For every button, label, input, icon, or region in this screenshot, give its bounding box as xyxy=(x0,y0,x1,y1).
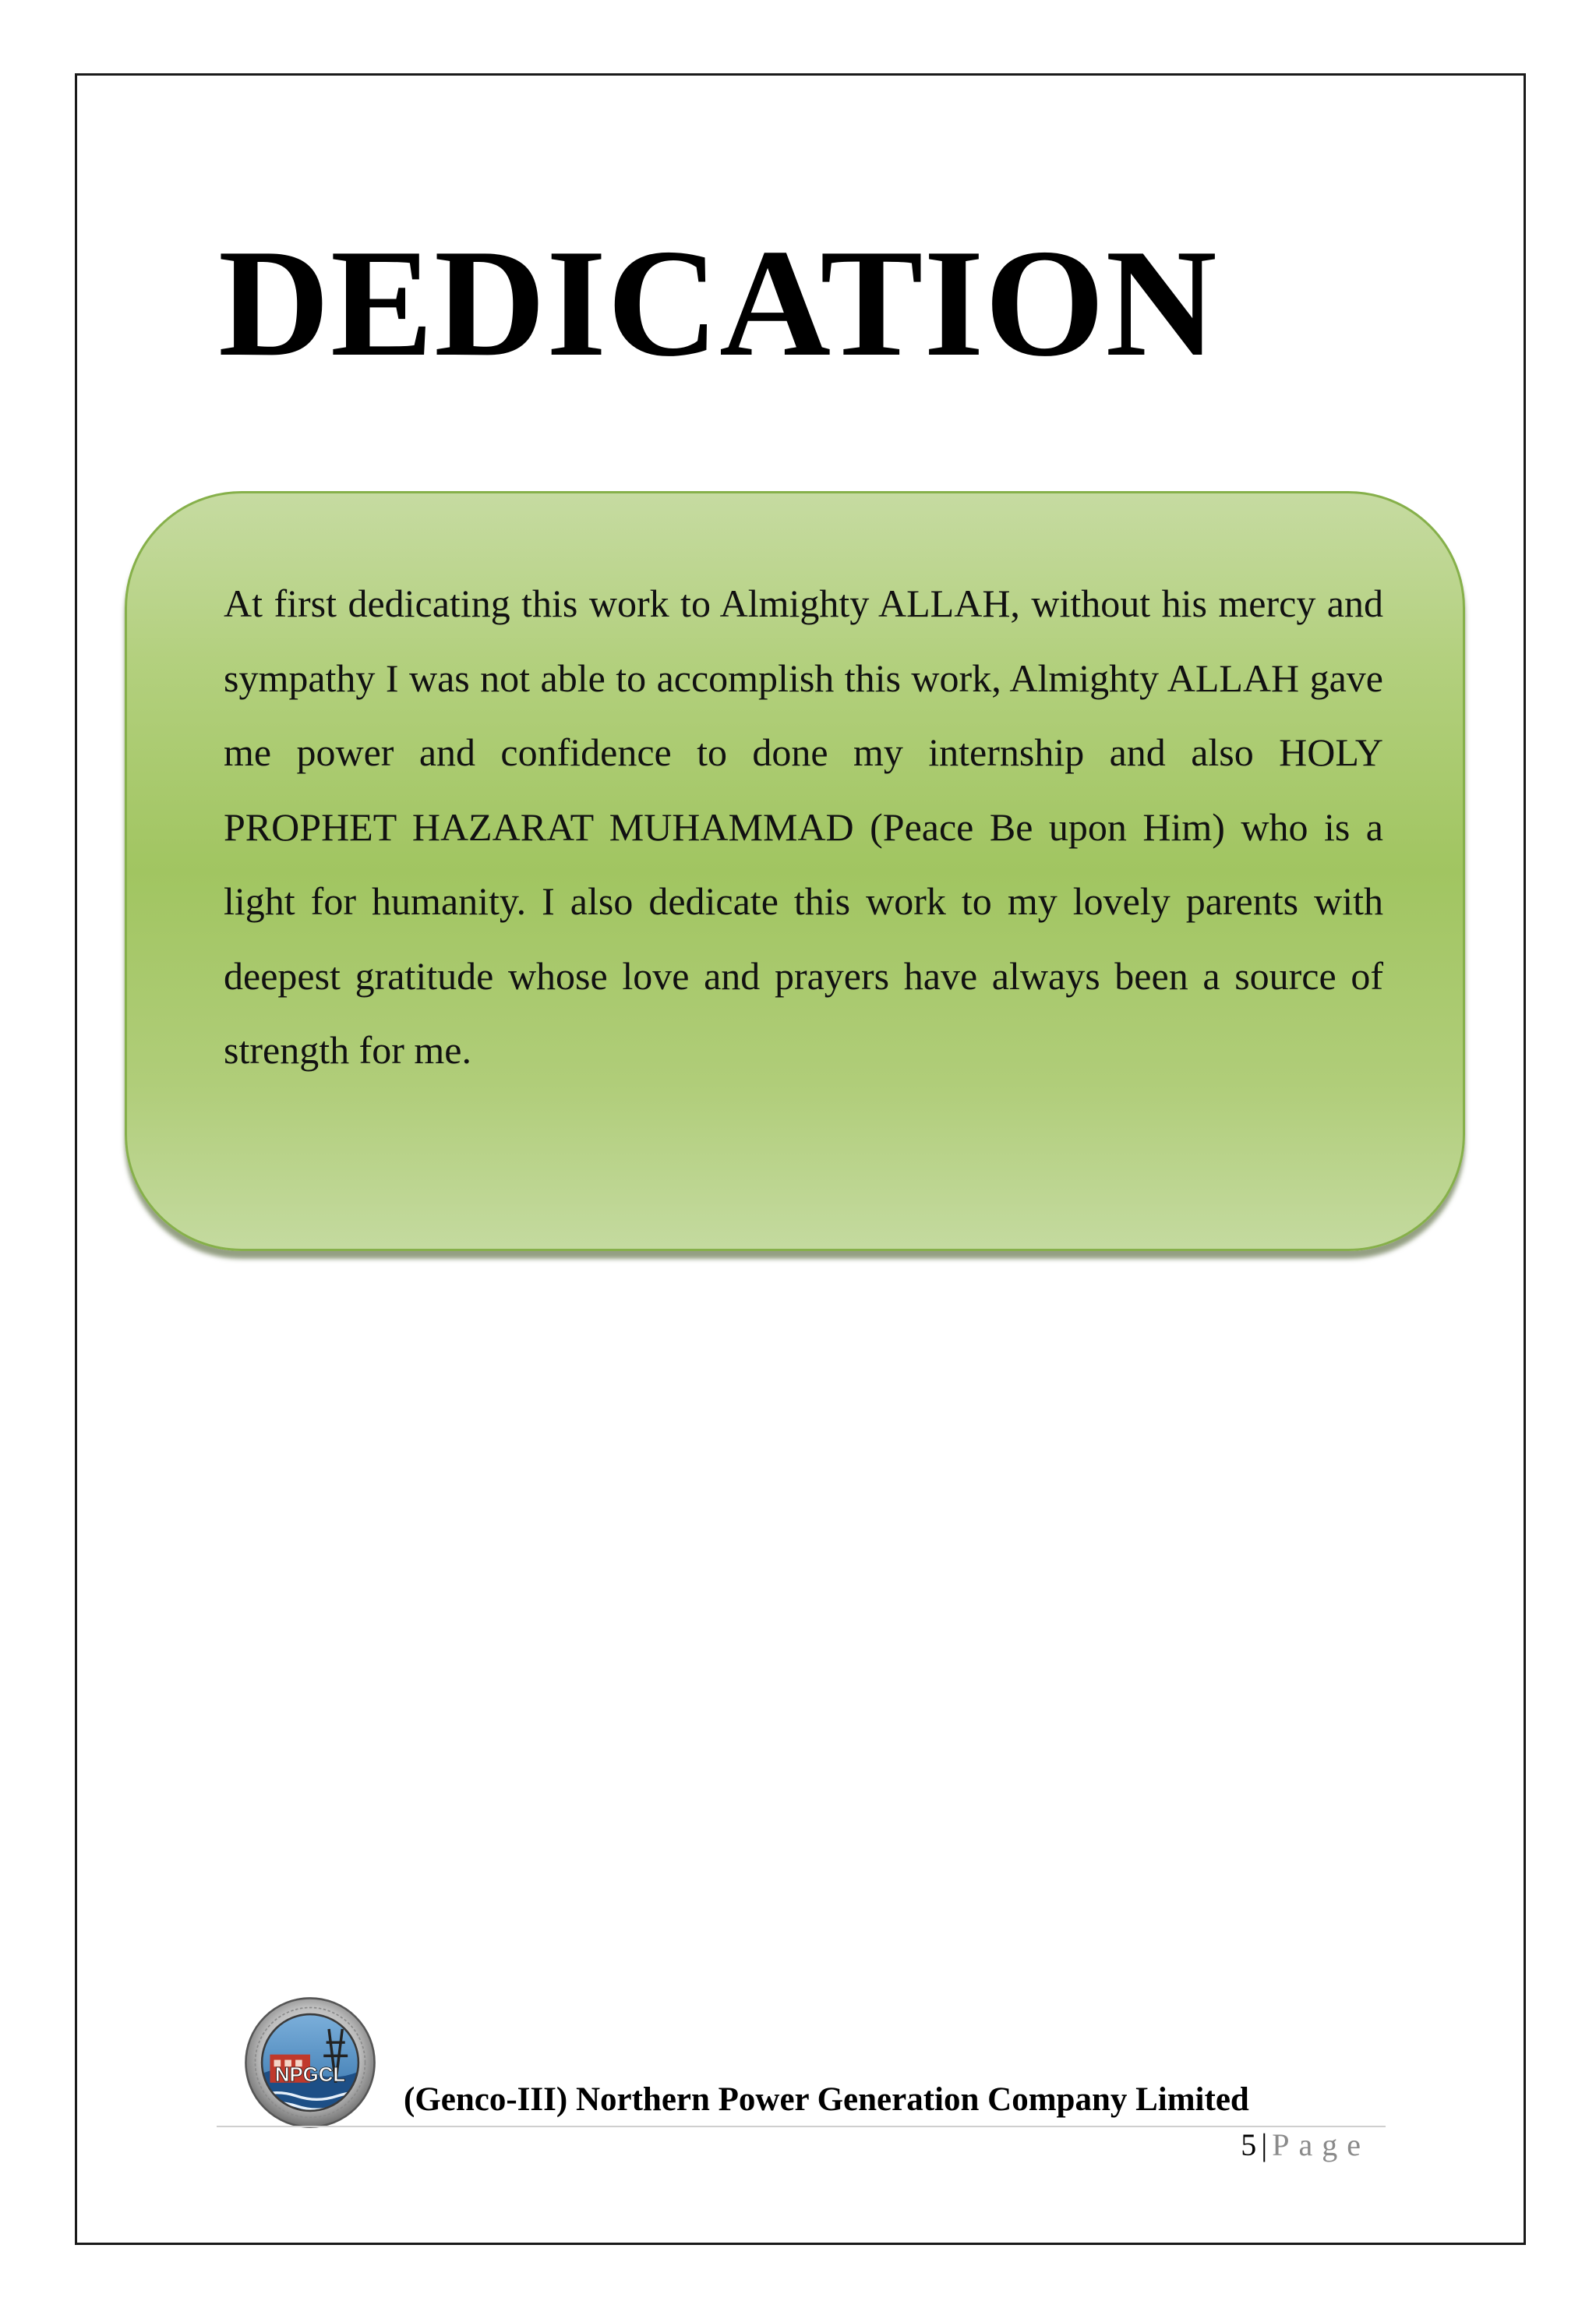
page-number xyxy=(1241,2127,1370,2162)
dedication-box xyxy=(125,491,1465,1251)
company-seal-icon xyxy=(243,1996,377,2130)
logo-letters: NPGCL xyxy=(274,2064,346,2087)
page-word: Page xyxy=(1272,2127,1370,2162)
page-title: DEDICATION xyxy=(218,217,1218,388)
footer-company-name: (Genco-III) Northern Power Generation Company Limited xyxy=(404,2081,1249,2118)
dedication-text: At first dedicating this work to Almighty ALLAH, without his mercy and sympathy I was not able to accomplish this work, Almighty ALLAH gave me power and confidence to done my internship and also HOLY PROPHET HAZARAT MUHAMMAD (Peace Be upon Him) who is a light for humanity. I also dedicate this work to my lovely parents with deepest gratitude whose love and prayers have always been a source of strength for me. xyxy=(224,582,1383,1072)
footer-divider xyxy=(217,2126,1386,2127)
page-number-separator: | xyxy=(1261,2127,1268,2162)
page-number-value: 5 xyxy=(1241,2127,1257,2162)
